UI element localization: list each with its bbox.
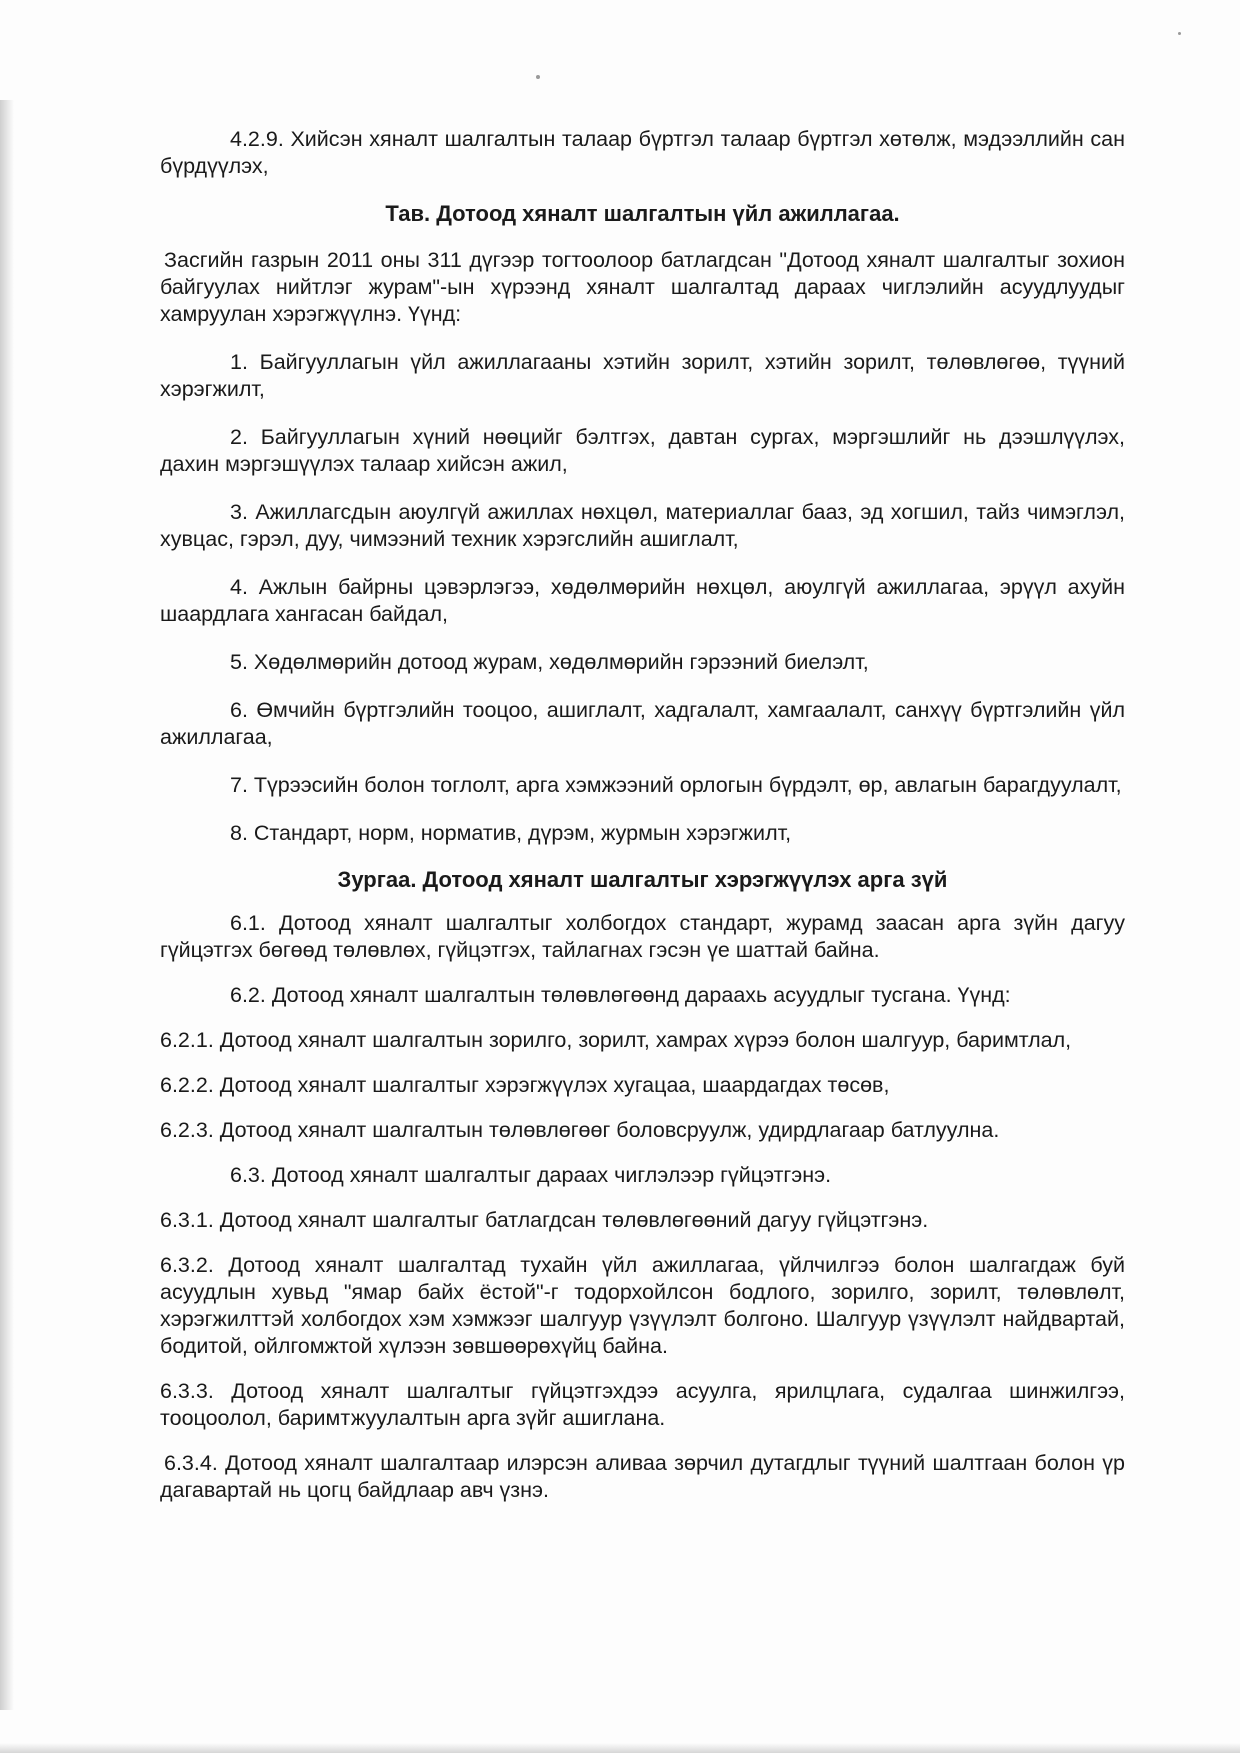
list-item-6: 6. Өмчийн бүртгэлийн тооцоо, ашиглалт, хадгалалт, хамгаалалт, санхүү бүртгэлийн үйл ажиллагаа, <box>160 698 1125 749</box>
paragraph-6-3-4: 6.3.4. Дотоод хяналт шалгалтаар илэрсэн аливаа зөрчил дутагдлыг түүний шалтгаан болон үр дагавартай нь цогц байдлаар авч үзнэ. <box>160 1451 1125 1502</box>
paragraph-6-3-1: 6.3.1. Дотоод хяналт шалгалтыг батлагдсан төлөвлөгөөний дагуу гүйцэтгэнэ. <box>160 1208 929 1232</box>
paragraph-6-1: 6.1. Дотоод хяналт шалгалтыг холбогдох стандарт, журамд заасан арга зүйн дагуу гүйцэтгэх бөгөөд төлөвлөх, гүйцэтгэх, тайлагнах гэсэн үе шаттай байна. <box>160 911 1125 962</box>
list-item-4: 4. Ажлын байрны цэвэрлэгээ, хөдөлмөрийн нөхцөл, аюулгүй ажиллагаа, эрүүл ахуйн шаардлага хангасан байдал, <box>160 575 1125 626</box>
section-five-intro: Засгийн газрын 2011 оны 311 дүгээр тогтоолоор батлагдсан "Дотоод хяналт шалгалтыг зохион байгуулах нийтлэг журам"-ын хүрээнд хяналт шалгалтад дараах чиглэлийн асуудлуудыг хамруулан хэрэгжүүлнэ. Үүнд: <box>160 248 1125 326</box>
list-item-2: 2. Байгууллагын хүний нөөцийг бэлтгэх, давтан сургах, мэргэшлийг нь дээшлүүлэх, дахин мэргэшүүлэх талаар хийсэн ажил, <box>160 425 1125 476</box>
scan-edge-shadow <box>0 100 14 1710</box>
paragraph-6-2-3: 6.2.3. Дотоод хяналт шалгалтын төлөвлөгөөг боловсруулж, удирдлагаар батлуулна. <box>160 1118 1000 1142</box>
paragraph-6-2: 6.2. Дотоод хяналт шалгалтын төлөвлөгөөнд дараахь асуудлыг тусгана. Үүнд: <box>230 983 1011 1007</box>
paragraph-6-3-2: 6.3.2. Дотоод хяналт шалгалтад тухайн үйл ажиллагаа, үйлчилгээ болон шалгагдаж буй асуудлын хувьд "ямар байх ёстой"-г тодорхойлсон бодлого, зорилго, зорилт, төлөвлөлт, хэрэгжилттэй холбогдох хэм хэмжээг шалгуур үзүүлэлт болгоно. Шалгуур үзүүлэлт найдвартай, бодитой, ойлгомжтой хүлээн зөвшөөрөхүйц байна. <box>160 1253 1125 1358</box>
paragraph-6-2-2: 6.2.2. Дотоод хяналт шалгалтыг хэрэгжүүлэх хугацаа, шаардагдах төсөв, <box>160 1073 890 1097</box>
document-body <box>160 126 1125 1504</box>
list-item-3: 3. Ажиллагсдын аюулгүй ажиллах нөхцөл, материаллаг бааз, эд хогшил, тайз чимэглэл, хувцас, гэрэл, дуу, чимээний техник хэрэгслийн ашиглалт, <box>160 500 1125 551</box>
scan-speck <box>1178 32 1181 35</box>
scan-speck <box>536 75 540 79</box>
list-item-8: 8. Стандарт, норм, норматив, дүрэм, журмын хэрэгжилт, <box>230 821 792 845</box>
paragraph-6-2-1: 6.2.1. Дотоод хяналт шалгалтын зорилго, зорилт, хамрах хүрээ болон шалгуур, баримтлал, <box>160 1028 1072 1052</box>
list-item-5: 5. Хөдөлмөрийн дотоод журам, хөдөлмөрийн гэрээний биелэлт, <box>230 650 869 674</box>
scan-bottom-shadow <box>0 1743 1240 1753</box>
section-heading-six: Зургаа. Дотоод хяналт шалгалтыг хэрэгжүүлэх арга зүй <box>337 867 948 892</box>
list-item-1: 1. Байгууллагын үйл ажиллагааны хэтийн зорилт, хэтийн зорилт, төлөвлөгөө, түүний хэрэгжилт, <box>160 350 1125 401</box>
paragraph-4-2-9: 4.2.9. Хийсэн хяналт шалгалтын талаар бүртгэл талаар бүртгэл хөтөлж, мэдээллийн сан бүрдүүлэх, <box>160 127 1125 178</box>
section-heading-five: Тав. Дотоод хяналт шалгалтын үйл ажиллагаа. <box>385 201 900 226</box>
paragraph-6-3: 6.3. Дотоод хяналт шалгалтыг дараах чиглэлээр гүйцэтгэнэ. <box>230 1163 832 1187</box>
paragraph-6-3-3: 6.3.3. Дотоод хяналт шалгалтыг гүйцэтгэхдээ асуулга, ярилцлага, судалгаа шинжилгээ, тооцоолол, баримтжуулалтын арга зүйг ашиглана. <box>160 1379 1125 1430</box>
list-item-7: 7. Түрээсийн болон тоглолт, арга хэмжээний орлогын бүрдэлт, өр, авлагын барагдуулалт, <box>230 773 1122 797</box>
